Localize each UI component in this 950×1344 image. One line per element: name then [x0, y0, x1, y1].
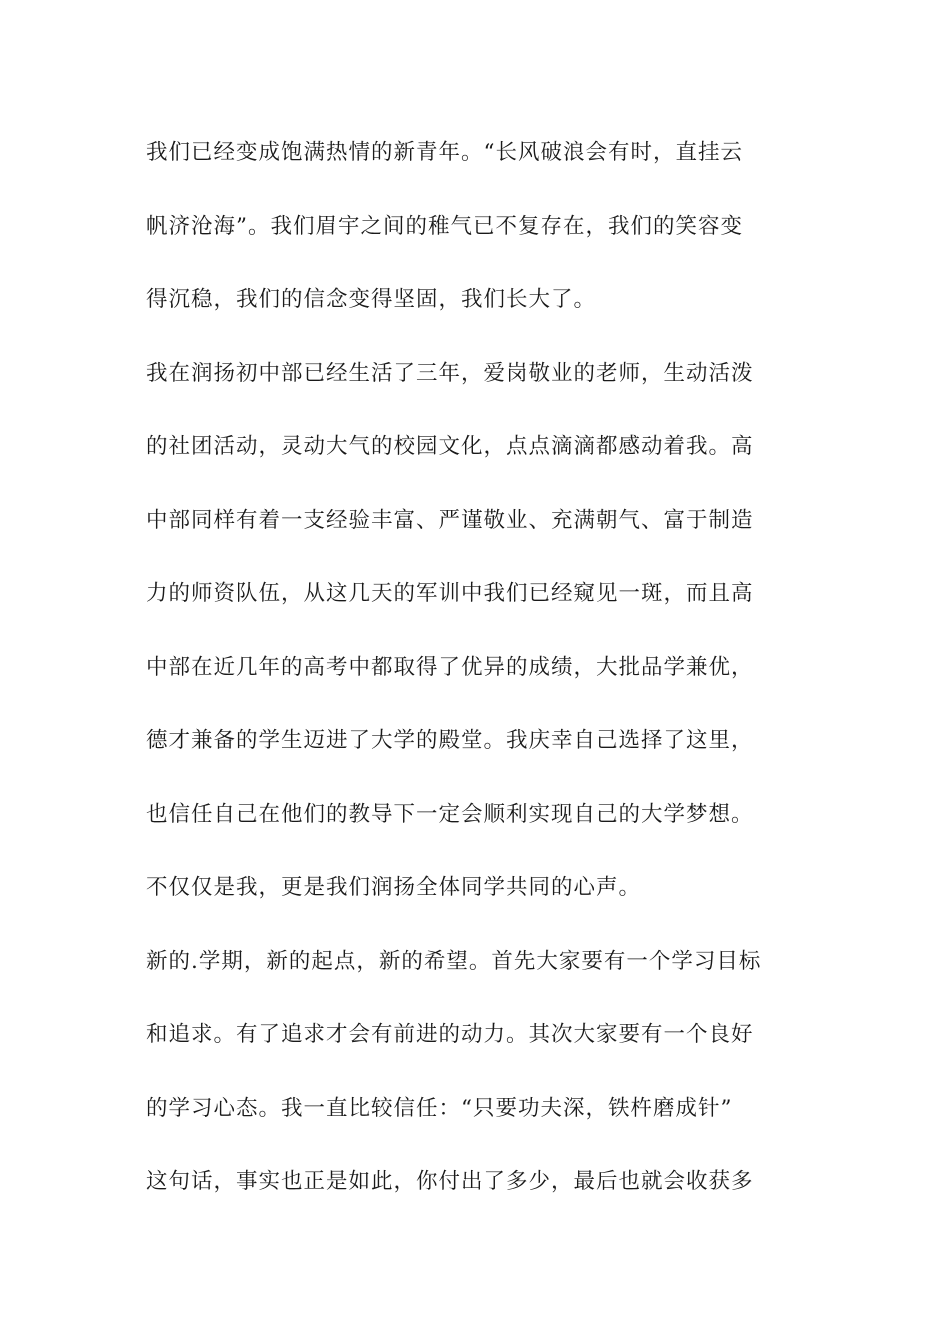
text-line: 中部在近几年的高考中都取得了优异的成绩，大批品学兼优， [146, 654, 754, 680]
text-line: 也信任自己在他们的教导下一定会顺利实现自己的大学梦想。 [146, 801, 754, 827]
text-line: 中部同样有着一支经验丰富、严谨敬业、充满朝气、富于制造 [146, 507, 754, 533]
text-line: 的学习心态。我一直比较信任：“只要功夫深，铁杵磨成针” [146, 1095, 733, 1121]
text-line: 新的.学期，新的起点，新的希望。首先大家要有一个学习目标 [146, 948, 762, 974]
text-line: 力的师资队伍，从这几天的军训中我们已经窥见一斑，而且高 [146, 581, 754, 606]
text-line: 我们已经变成饱满热情的新青年。“长风破浪会有时，直挂云 [146, 140, 743, 165]
text-line: 的社团活动，灵动大气的校园文化，点点滴滴都感动着我。高 [146, 434, 754, 459]
text-line: 和追求。有了追求才会有前进的动力。其次大家要有一个良好 [146, 1022, 754, 1047]
text-line: 我在润扬初中部已经生活了三年，爱岗敬业的老师，生动活泼 [146, 360, 754, 386]
text-line: 这句话，事实也正是如此，你付出了多少，最后也就会收获多 [146, 1169, 754, 1194]
text-line: 不仅仅是我，更是我们润扬全体同学共同的心声。 [146, 875, 642, 900]
text-line: 得沉稳，我们的信念变得坚固，我们长大了。 [146, 287, 597, 312]
text-line: 帆济沧海”。我们眉宇之间的稚气已不复存在，我们的笑容变 [146, 213, 743, 239]
document-body [146, 128, 806, 1231]
text-line: 德才兼备的学生迈进了大学的殿堂。我庆幸自己选择了这里， [146, 728, 754, 753]
